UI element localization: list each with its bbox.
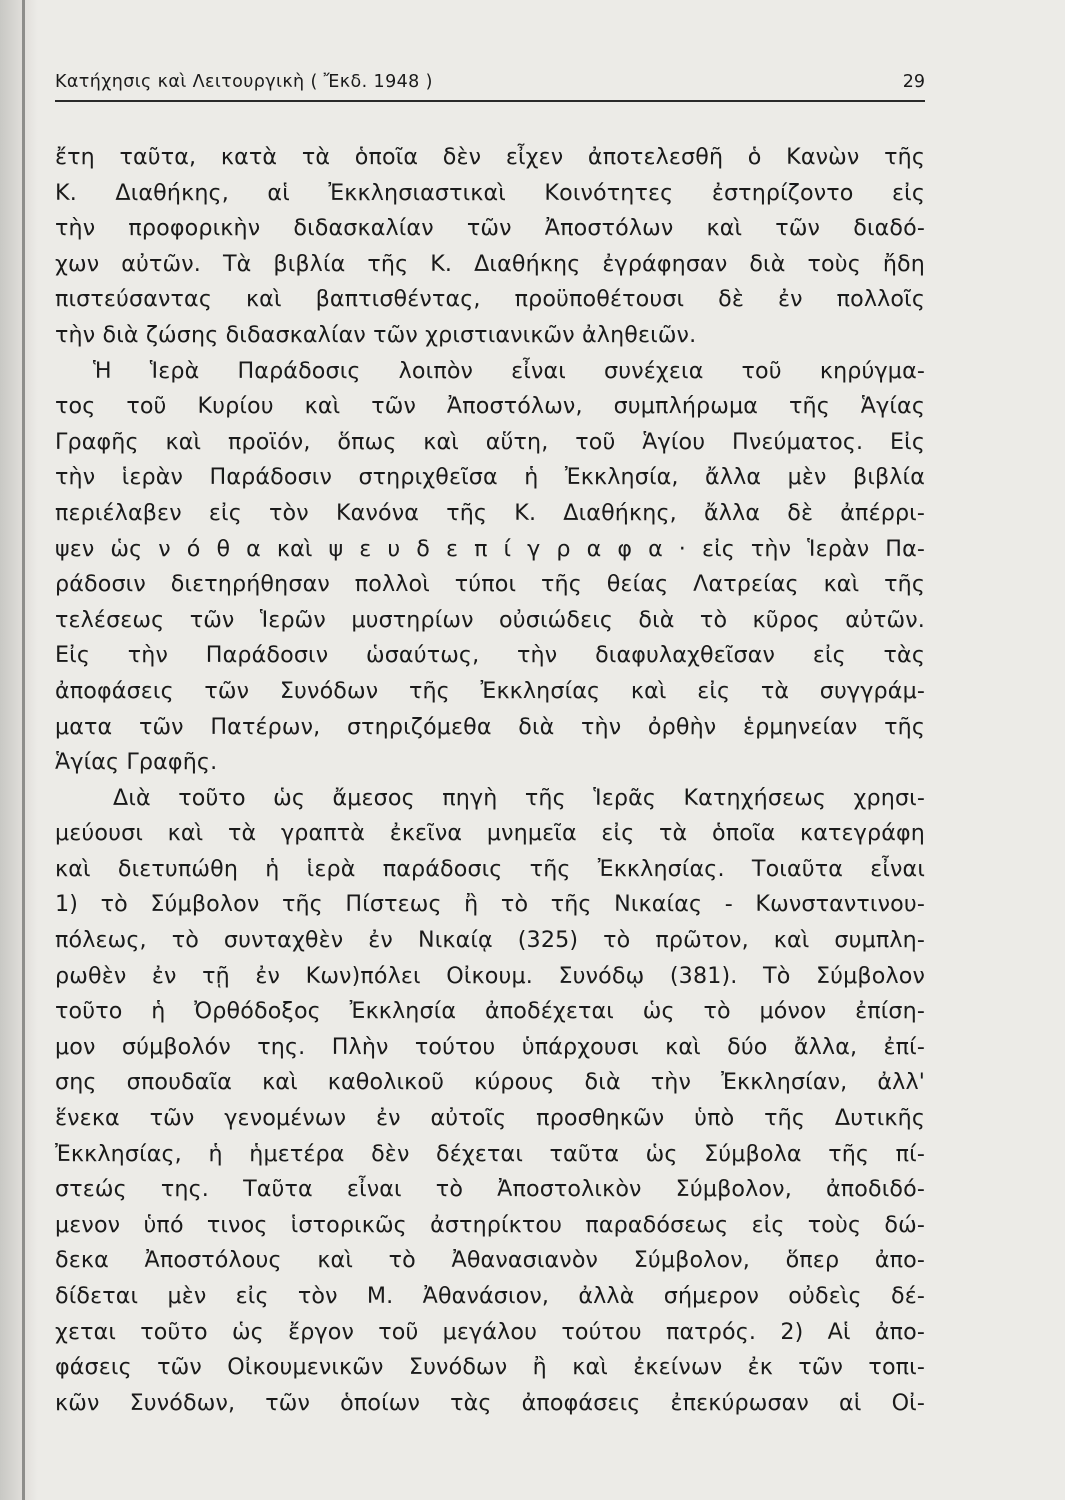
text-line: χεται τοῦτο ὡς ἔργον τοῦ μεγάλου τούτου πατρός. 2) Αἱ ἀπο-: [55, 1318, 925, 1345]
text-line: κῶν Συνόδων, τῶν ὁποίων τὰς ἀποφάσεις ἐπεκύρωσαν αἱ Οἰ-: [55, 1389, 925, 1416]
text-line: ἔτη ταῦτα, κατὰ τὰ ὁποῖα δὲν εἶχεν ἀποτελεσθῆ ὁ Κανὼν τῆς: [55, 144, 925, 170]
running-title: Κατήχησις καὶ Λειτουργικὴ ( Ἔκδ. 1948 ): [55, 72, 433, 92]
text-line: φάσεις τῶν Οἰκουμενικῶν Συνόδων ἢ καὶ ἐκείνων ἐκ τῶν τοπι-: [55, 1354, 925, 1381]
text-line: περιέλαβεν εἰς τὸν Κανόνα τῆς Κ. Διαθήκης, ἄλλα δὲ ἀπέρρι-: [55, 499, 925, 526]
text-line: τὴν προφορικὴν διδασκαλίαν τῶν Ἀποστόλων καὶ τῶν διαδό-: [55, 215, 925, 242]
page-number: 29: [902, 72, 925, 92]
text-line: πιστεύσαντας καὶ βαπτισθέντας, προϋποθέτουσι δὲ ἐν πολλοῖς: [55, 286, 925, 313]
text-line: ἀποφάσεις τῶν Συνόδων τῆς Ἐκκλησίας καὶ εἰς τὰ συγγράμ-: [55, 677, 925, 704]
binding-gutter: [0, 0, 38, 1500]
text-line: τελέσεως τῶν Ἱερῶν μυστηρίων οὐσιώδεις διὰ τὸ κῦρος αὐτῶν.: [55, 606, 925, 633]
text-line: σης σπουδαῖα καὶ καθολικοῦ κύρους διὰ τὴν Ἐκκλησίαν, ἀλλ': [55, 1069, 925, 1096]
text-line: Διὰ τοῦτο ὡς ἄμεσος πηγὴ τῆς Ἱερᾶς Κατηχήσεως χρησι-: [113, 784, 925, 811]
running-header: [55, 70, 925, 102]
text-line: στεώς της. Ταῦτα εἶναι τὸ Ἀποστολικὸν Σύμβολον, ἀποδιδό-: [55, 1176, 925, 1203]
text-line: ψεν ὡς ν ό θ α καὶ ψ ε υ δ ε π ί γ ρ α φ α · εἰς τὴν Ἱερὰν Πα-: [55, 535, 925, 562]
text-line: Ἁγίας Γραφῆς.: [55, 749, 218, 776]
text-line: καὶ διετυπώθη ἡ ἱερὰ παράδοσις τῆς Ἐκκλησίας. Τοιαῦτα εἶναι: [55, 855, 925, 882]
text-line: χων αὐτῶν. Τὰ βιβλία τῆς Κ. Διαθήκης ἐγράφησαν διὰ τοὺς ἤδη: [55, 250, 925, 277]
text-line: ράδοσιν διετηρήθησαν πολλοὶ τύποι τῆς θείας Λατρείας καὶ τῆς: [55, 571, 925, 598]
text-line: Κ. Διαθήκης, αἱ Ἐκκλησιαστικαὶ Κοινότητες ἐστηρίζοντο εἰς: [55, 179, 925, 206]
text-line: Γραφῆς καὶ προϊόν, ὅπως καὶ αὕτη, τοῦ Ἁγίου Πνεύματος. Εἰς: [55, 428, 925, 455]
text-line: Ἐκκλησίας, ἡ ἡμετέρα δὲν δέχεται ταῦτα ὡς Σύμβολα τῆς πί-: [55, 1140, 925, 1167]
text-line: ματα τῶν Πατέρων, στηριζόμεθα διὰ τὴν ὀρθὴν ἑρμηνείαν τῆς: [55, 713, 925, 740]
body-text: [55, 140, 925, 1421]
text-line: δίδεται μὲν εἰς τὸν Μ. Ἀθανάσιον, ἀλλὰ σήμερον οὐδεὶς δέ-: [55, 1283, 925, 1309]
text-line: τοῦτο ἡ Ὀρθόδοξος Ἐκκλησία ἀποδέχεται ὡς τὸ μόνον ἐπίση-: [55, 998, 925, 1025]
text-line: Εἰς τὴν Παράδοσιν ὡσαύτως, τὴν διαφυλαχθεῖσαν εἰς τὰς: [55, 642, 925, 669]
text-line: μενον ὑπό τινος ἱστορικῶς ἀστηρίκτου παραδόσεως εἰς τοὺς δώ-: [55, 1211, 925, 1238]
text-line: δεκα Ἀποστόλους καὶ τὸ Ἀθανασιανὸν Σύμβολον, ὅπερ ἀπο-: [55, 1247, 925, 1274]
text-line: μον σύμβολόν της. Πλὴν τούτου ὑπάρχουσι καὶ δύο ἄλλα, ἐπί-: [55, 1033, 925, 1060]
text-line: ἕνεκα τῶν γενομένων ἐν αὐτοῖς προσθηκῶν ὑπὸ τῆς Δυτικῆς: [55, 1105, 925, 1132]
text-line: τὴν ἱερὰν Παράδοσιν στηριχθεῖσα ἡ Ἐκκλησία, ἄλλα μὲν βιβλία: [55, 464, 925, 491]
text-line: 1) τὸ Σύμβολον τῆς Πίστεως ἢ τὸ τῆς Νικαίας - Κωνσταντινου-: [55, 891, 925, 918]
text-line: πόλεως, τὸ συνταχθὲν ἐν Νικαίᾳ (325) τὸ πρῶτον, καὶ συμπλη-: [55, 927, 925, 954]
binding-edge: [22, 0, 25, 1500]
text-line: τος τοῦ Κυρίου καὶ τῶν Ἀποστόλων, συμπλήρωμα τῆς Ἁγίας: [55, 393, 925, 420]
text-line: ρωθὲν ἐν τῇ ἐν Κων)πόλει Οἰκουμ. Συνόδῳ (381). Τὸ Σύμβολον: [55, 962, 925, 989]
text-line: τὴν διὰ ζώσης διδασκαλίαν τῶν χριστιανικῶν ἀληθειῶν.: [55, 321, 697, 348]
text-line: μεύουσι καὶ τὰ γραπτὰ ἐκεῖνα μνημεῖα εἰς τὰ ὁποῖα κατεγράφη: [55, 820, 925, 847]
text-line: Ἡ Ἱερὰ Παράδοσις λοιπὸν εἶναι συνέχεια τοῦ κηρύγμα-: [93, 357, 925, 384]
